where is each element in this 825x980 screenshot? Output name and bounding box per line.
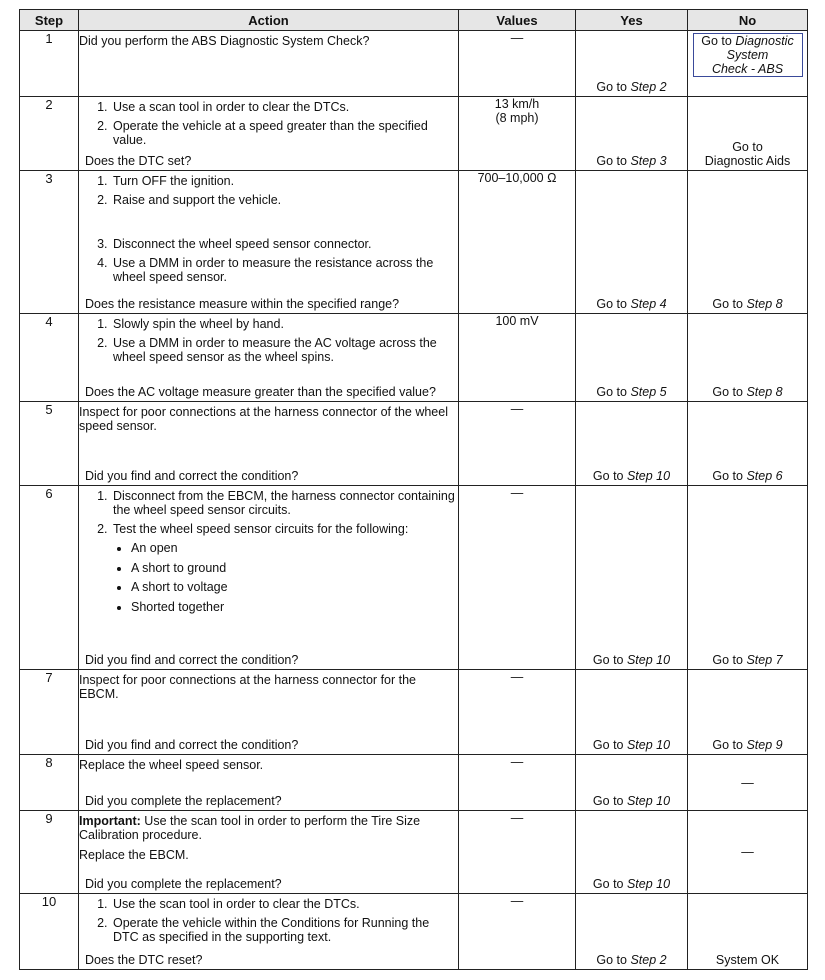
question-text: Did you complete the replacement? bbox=[85, 794, 282, 808]
action-cell bbox=[79, 755, 459, 811]
step-number: 4 bbox=[20, 314, 79, 402]
step-link[interactable]: Step 4 bbox=[630, 297, 667, 311]
list-item: • Shorted together bbox=[131, 600, 458, 614]
step-link[interactable]: Step 7 bbox=[746, 653, 783, 667]
values-cell: — bbox=[459, 670, 576, 755]
action-step: 1. Use the scan tool in order to clear the DTCs. bbox=[111, 897, 458, 911]
header-yes: Yes bbox=[576, 10, 688, 31]
table-row bbox=[20, 486, 808, 670]
diagnostic-table bbox=[19, 9, 808, 970]
yes-cell bbox=[576, 670, 688, 755]
question-text: Did you find and correct the condition? bbox=[85, 738, 299, 752]
yes-result: Go to Step 5 bbox=[596, 385, 667, 399]
action-step: 2. Use a DMM in order to measure the AC voltage across the wheel speed sensor as the wheel spins. bbox=[111, 336, 458, 364]
header-row bbox=[20, 10, 808, 31]
action-cell bbox=[79, 171, 459, 314]
no-cell bbox=[688, 894, 808, 970]
yes-cell bbox=[576, 894, 688, 970]
no-result: Go to Step 9 bbox=[712, 738, 783, 752]
step-link[interactable]: Step 10 bbox=[626, 877, 671, 891]
header-no: No bbox=[688, 10, 808, 31]
no-result: System OK bbox=[715, 953, 780, 967]
yes-result: Go to Step 10 bbox=[592, 794, 671, 808]
action-steps bbox=[79, 489, 458, 536]
step-link[interactable]: Step 6 bbox=[746, 469, 783, 483]
yes-cell bbox=[576, 755, 688, 811]
step-link[interactable]: Step 8 bbox=[746, 385, 783, 399]
step-number: 6 bbox=[20, 486, 79, 670]
yes-result: Go to Step 10 bbox=[592, 877, 671, 891]
no-result: Go to Step 7 bbox=[712, 653, 783, 667]
action-steps bbox=[79, 100, 458, 147]
action-step: 2. Operate the vehicle within the Conditions for Running the DTC as specified in the supporting text. bbox=[111, 916, 458, 944]
action-cell bbox=[79, 670, 459, 755]
values-cell: — bbox=[459, 402, 576, 486]
action-step: 1. Use a scan tool in order to clear the DTCs. bbox=[111, 100, 458, 114]
question-text: Does the AC voltage measure greater than the specified value? bbox=[85, 385, 436, 399]
action-steps bbox=[79, 897, 458, 944]
no-cell bbox=[688, 314, 808, 402]
step-link[interactable]: Step 5 bbox=[630, 385, 667, 399]
yes-result: Go to Step 10 bbox=[592, 469, 671, 483]
yes-cell bbox=[576, 97, 688, 171]
action-steps bbox=[79, 174, 458, 284]
step-link[interactable]: Step 2 bbox=[630, 80, 667, 94]
no-cell bbox=[688, 402, 808, 486]
question-text: Did you complete the replacement? bbox=[85, 877, 282, 891]
step-link[interactable]: Step 10 bbox=[626, 469, 671, 483]
action-step: 2. Operate the vehicle at a speed greater than the specified value. bbox=[111, 119, 458, 147]
yes-result: Go to Step 10 bbox=[592, 653, 671, 667]
no-result: Go to Step 8 bbox=[712, 297, 783, 311]
no-cell bbox=[688, 171, 808, 314]
table-row bbox=[20, 894, 808, 970]
action-cell bbox=[79, 31, 459, 97]
step-link[interactable]: Step 9 bbox=[746, 738, 783, 752]
header-action: Action bbox=[79, 10, 459, 31]
values-cell: — bbox=[459, 894, 576, 970]
yes-cell bbox=[576, 811, 688, 894]
no-result: Go to Step 6 bbox=[712, 469, 783, 483]
diagnostic-aids-link[interactable]: Diagnostic Aids bbox=[704, 154, 791, 168]
yes-result: Go to Step 10 bbox=[592, 738, 671, 752]
no-cell bbox=[688, 486, 808, 670]
step-link[interactable]: Step 10 bbox=[626, 653, 671, 667]
step-link[interactable]: Step 10 bbox=[626, 794, 671, 808]
action-cell bbox=[79, 811, 459, 894]
table-row bbox=[20, 314, 808, 402]
action-text: Replace the wheel speed sensor. bbox=[79, 758, 264, 772]
header-values: Values bbox=[459, 10, 576, 31]
action-text: Inspect for poor connections at the harness connector for the EBCM. bbox=[79, 673, 417, 701]
action-cell bbox=[79, 402, 459, 486]
step-number: 8 bbox=[20, 755, 79, 811]
action-text: Inspect for poor connections at the harness connector of the wheel speed sensor. bbox=[79, 405, 448, 433]
step-number: 9 bbox=[20, 811, 79, 894]
question-text: Does the resistance measure within the specified range? bbox=[85, 297, 400, 311]
values-cell: 700–10,000 Ω bbox=[459, 171, 576, 314]
question-text: Does the DTC set? bbox=[85, 154, 192, 168]
step-number: 3 bbox=[20, 171, 79, 314]
table-row bbox=[20, 402, 808, 486]
test-list bbox=[79, 541, 458, 614]
yes-result: Go to Step 4 bbox=[596, 297, 667, 311]
question-text: Does the DTC reset? bbox=[85, 953, 203, 967]
list-item: • A short to ground bbox=[131, 561, 458, 575]
action-step: 1. Turn OFF the ignition. bbox=[111, 174, 458, 188]
action-cell bbox=[79, 486, 459, 670]
no-cell: — bbox=[688, 811, 808, 894]
table-row bbox=[20, 97, 808, 171]
action-text: Did you perform the ABS Diagnostic System Check? bbox=[79, 34, 370, 48]
yes-result: Go to Step 3 bbox=[596, 154, 667, 168]
no-cell: — bbox=[688, 755, 808, 811]
action-cell bbox=[79, 97, 459, 171]
values-cell: — bbox=[459, 811, 576, 894]
values-cell: — bbox=[459, 755, 576, 811]
values-cell: 100 mV bbox=[459, 314, 576, 402]
yes-cell bbox=[576, 402, 688, 486]
action-step: 3. Disconnect the wheel speed sensor connector. bbox=[111, 237, 458, 251]
table-row bbox=[20, 670, 808, 755]
table-row bbox=[20, 811, 808, 894]
step-number: 1 bbox=[20, 31, 79, 97]
action-text: Replace the EBCM. bbox=[79, 848, 189, 862]
no-result: Go to Step 8 bbox=[712, 385, 783, 399]
diagnostic-system-check-link[interactable]: Go to Diagnostic System Check - ABS bbox=[693, 33, 803, 77]
step-number: 10 bbox=[20, 894, 79, 970]
no-cell bbox=[688, 97, 808, 171]
action-step: 1. Disconnect from the EBCM, the harness connector containing the wheel speed sensor circuits. bbox=[111, 489, 458, 517]
important-note: Important: Use the scan tool in order to perform the Tire Size Calibration procedure. bbox=[79, 814, 421, 842]
action-cell bbox=[79, 314, 459, 402]
action-cell bbox=[79, 894, 459, 970]
yes-cell bbox=[576, 486, 688, 670]
step-number: 7 bbox=[20, 670, 79, 755]
header-step: Step bbox=[20, 10, 79, 31]
step-number: 5 bbox=[20, 402, 79, 486]
list-item: • A short to voltage bbox=[131, 580, 458, 594]
values-cell: — bbox=[459, 486, 576, 670]
action-step: 2. Raise and support the vehicle. bbox=[111, 193, 458, 207]
step-link[interactable]: Step 2 bbox=[630, 953, 667, 967]
action-step: 1. Slowly spin the wheel by hand. bbox=[111, 317, 458, 331]
yes-cell bbox=[576, 31, 688, 97]
values-cell: — bbox=[459, 31, 576, 97]
step-number: 2 bbox=[20, 97, 79, 171]
yes-result: Go to Step 2 bbox=[596, 80, 667, 94]
important-label: Important: bbox=[79, 814, 141, 828]
no-cell bbox=[688, 670, 808, 755]
action-steps bbox=[79, 317, 458, 364]
step-link[interactable]: Step 10 bbox=[626, 738, 671, 752]
question-text: Did you find and correct the condition? bbox=[85, 653, 299, 667]
yes-cell bbox=[576, 171, 688, 314]
table-row bbox=[20, 31, 808, 97]
yes-cell bbox=[576, 314, 688, 402]
list-item: • An open bbox=[131, 541, 458, 555]
step-link[interactable]: Step 8 bbox=[746, 297, 783, 311]
table-row bbox=[20, 171, 808, 314]
no-result: Go to Diagnostic Aids bbox=[704, 140, 791, 168]
action-step: 2. Test the wheel speed sensor circuits for the following: bbox=[111, 522, 458, 536]
action-step: 4. Use a DMM in order to measure the resistance across the wheel speed sensor. bbox=[111, 256, 458, 284]
values-cell: 13 km/h (8 mph) bbox=[459, 97, 576, 171]
no-cell bbox=[688, 31, 808, 97]
table-row bbox=[20, 755, 808, 811]
question-text: Did you find and correct the condition? bbox=[85, 469, 299, 483]
step-link[interactable]: Step 3 bbox=[630, 154, 667, 168]
yes-result: Go to Step 2 bbox=[596, 953, 667, 967]
